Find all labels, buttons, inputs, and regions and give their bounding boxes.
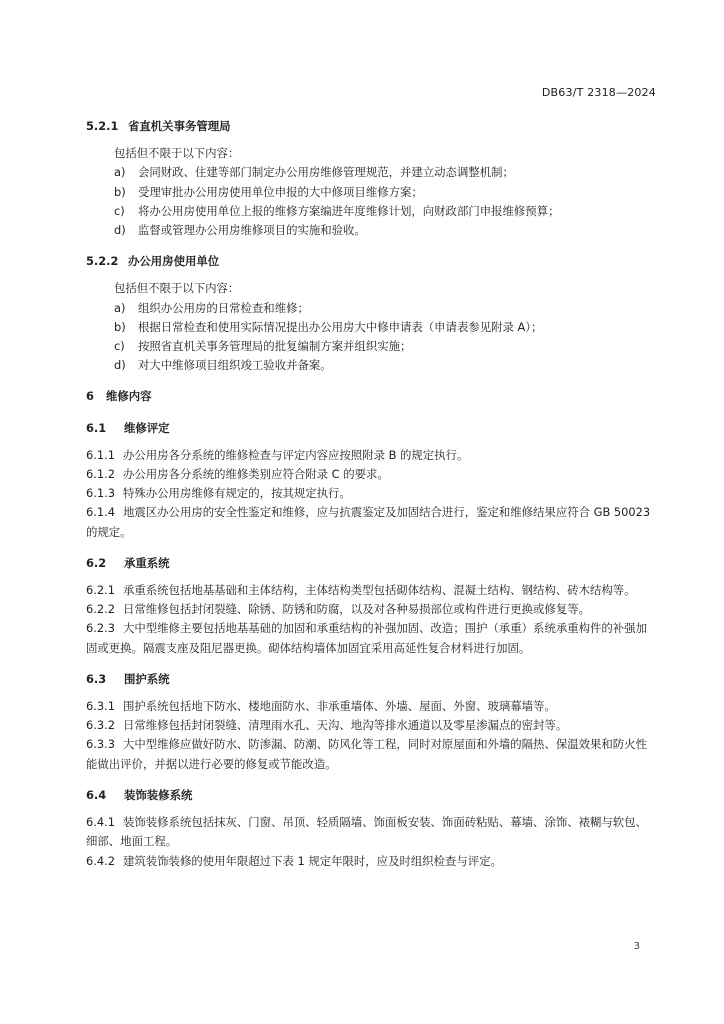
- list-text: 将办公用房使用单位上报的维修方案编进年度维修计划，向财政部门申报维修预算；: [138, 203, 560, 218]
- section-heading-5-2-2: [86, 252, 658, 271]
- list-item: [86, 337, 658, 356]
- clause-number: 6.1.3: [86, 486, 115, 501]
- clause-number: 6.4.1: [86, 815, 115, 830]
- list-item: [86, 356, 658, 375]
- section-heading-6-1: [86, 419, 658, 438]
- section-heading-6-2: [86, 554, 658, 573]
- clause-6-2-3: [86, 619, 658, 657]
- clause-text: 围护系统包括地下防水、楼地面防水、非承重墙体、外墙、屋面、外窗、玻璃幕墙等。: [122, 699, 556, 714]
- section-title: 办公用房使用单位: [128, 254, 220, 269]
- clause-6-2-1: [86, 581, 658, 600]
- clause-number: 6.3.1: [86, 699, 115, 714]
- section-number: 6.3: [86, 671, 107, 686]
- list-text: 对大中维修项目组织竣工验收并备案。: [138, 358, 332, 373]
- section-number: 5.2.2: [86, 254, 119, 269]
- clause-6-1-2: [86, 465, 658, 484]
- section-title: 省直机关事务管理局: [128, 119, 231, 133]
- page-number: 3: [633, 941, 640, 952]
- section-heading-6-4: [86, 786, 658, 805]
- list-label: c): [114, 203, 125, 218]
- clause-text: 建筑装饰装修的使用年限超过下表 1 规定年限时，应及时组织检查与评定。: [122, 853, 502, 868]
- chapter-number: 6: [86, 389, 94, 404]
- clause-6-1-3: [86, 484, 658, 503]
- chapter-heading-6: [86, 387, 658, 406]
- list-label: b): [114, 184, 126, 199]
- section-heading-5-2-1: [86, 117, 658, 136]
- clause-text: 办公用房各分系统的维修检查与评定内容应按照附录 B 的规定执行。: [122, 447, 469, 462]
- clause-number: 6.1.2: [86, 467, 115, 482]
- clause-number: 6.3.3: [86, 737, 115, 752]
- list-label: a): [114, 300, 126, 315]
- clause-number: 6.4.2: [86, 853, 115, 868]
- list-text: 根据日常检查和使用实际情况提出办公用房大中修申请表（申请表参见附录 A）；: [138, 319, 543, 334]
- document-code: DB63/T 2318—2024: [541, 86, 656, 99]
- section-number: 6.2: [86, 555, 107, 570]
- list-label: c): [114, 339, 125, 354]
- list-text: 监督或管理办公用房维修项目的实施和验收。: [138, 223, 366, 238]
- list-label: a): [114, 165, 126, 180]
- intro-text: 包括但不限于以下内容：: [114, 146, 240, 161]
- section-title: 承重系统: [124, 555, 170, 570]
- clause-text: 日常维修包括封闭裂缝、除锈、防锈和防腐，以及对各种易损部位或构件进行更换或修复等。: [122, 602, 591, 617]
- clause-text: 承重系统包括地基基础和主体结构，主体结构类型包括砌体结构、混凝土结构、钢结构、砖木结构等。: [122, 583, 636, 598]
- list-item: [86, 221, 658, 240]
- section-number: 5.2.1: [86, 119, 119, 133]
- section-number: 6.4: [86, 787, 107, 802]
- clause-number: 6.2.2: [86, 602, 115, 617]
- document-body: [86, 117, 658, 871]
- clause-6-2-2: [86, 600, 658, 619]
- clause-number: 6.1.4: [86, 505, 115, 520]
- clause-6-3-3: [86, 735, 658, 773]
- list-label: d): [114, 223, 126, 238]
- list-text: 受理审批办公用房使用单位申报的大中修项目维修方案；: [138, 184, 423, 199]
- section-heading-6-3: [86, 670, 658, 689]
- clause-number: 6.2.1: [86, 583, 115, 598]
- clause-6-1-4: [86, 503, 658, 541]
- list-item: [86, 163, 658, 182]
- clause-text: 装饰装修系统包括抹灰、门窗、吊顶、轻质隔墙、饰面板安装、饰面砖粘贴、幕墙、涂饰、裱糊与软包、细部、地面工程。: [86, 815, 647, 849]
- list-item: [86, 299, 658, 318]
- section-title: 维修评定: [124, 420, 170, 435]
- clause-text: 大中型维修应做好防水、防渗漏、防潮、防风化等工程，同时对原屋面和外墙的隔热、保温效果和防火性能做出评价，并据以进行必要的修复或节能改造。: [86, 737, 647, 771]
- section-title: 装饰装修系统: [124, 787, 193, 802]
- section-title: 围护系统: [124, 671, 170, 686]
- clause-text: 地震区办公用房的安全性鉴定和维修，应与抗震鉴定及加固结合进行，鉴定和维修结果应符合 GB 50023 的规定。: [86, 505, 651, 539]
- clause-number: 6.3.2: [86, 718, 115, 733]
- list-item: [86, 183, 658, 202]
- clause-6-1-1: [86, 446, 658, 465]
- list-item: [86, 202, 658, 221]
- clause-text: 办公用房各分系统的维修类别应符合附录 C 的要求。: [122, 467, 389, 482]
- section-number: 6.1: [86, 420, 107, 435]
- list-label: b): [114, 319, 126, 334]
- list-text: 按照省直机关事务管理局的批复编制方案并组织实施；: [138, 339, 412, 354]
- clause-text: 特殊办公用房维修有规定的，按其规定执行。: [122, 486, 351, 501]
- clause-number: 6.2.3: [86, 621, 115, 636]
- clause-text: 大中型维修主要包括地基基础的加固和承重结构的补强加固、改造；围护（承重）系统承重构件的补强加固或更换。隔震支座及阻尼器更换。砌体结构墙体加固宜采用高延性复合材料进行加固。: [86, 621, 647, 655]
- list-text: 会同财政、住建等部门制定办公用房维修管理规范，并建立动态调整机制；: [138, 165, 514, 180]
- list-label: d): [114, 358, 126, 373]
- chapter-title: 维修内容: [106, 389, 152, 404]
- clause-6-3-1: [86, 697, 658, 716]
- clause-number: 6.1.1: [86, 447, 115, 462]
- list-item: [86, 318, 658, 337]
- clause-6-3-2: [86, 716, 658, 735]
- intro-text: 包括但不限于以下内容：: [114, 281, 240, 296]
- clause-6-4-2: [86, 852, 658, 871]
- clause-6-4-1: [86, 813, 658, 851]
- list-text: 组织办公用房的日常检查和维修；: [138, 300, 309, 315]
- clause-text: 日常维修包括封闭裂缝、清理雨水孔、天沟、地沟等排水通道以及零星渗漏点的密封等。: [122, 718, 568, 733]
